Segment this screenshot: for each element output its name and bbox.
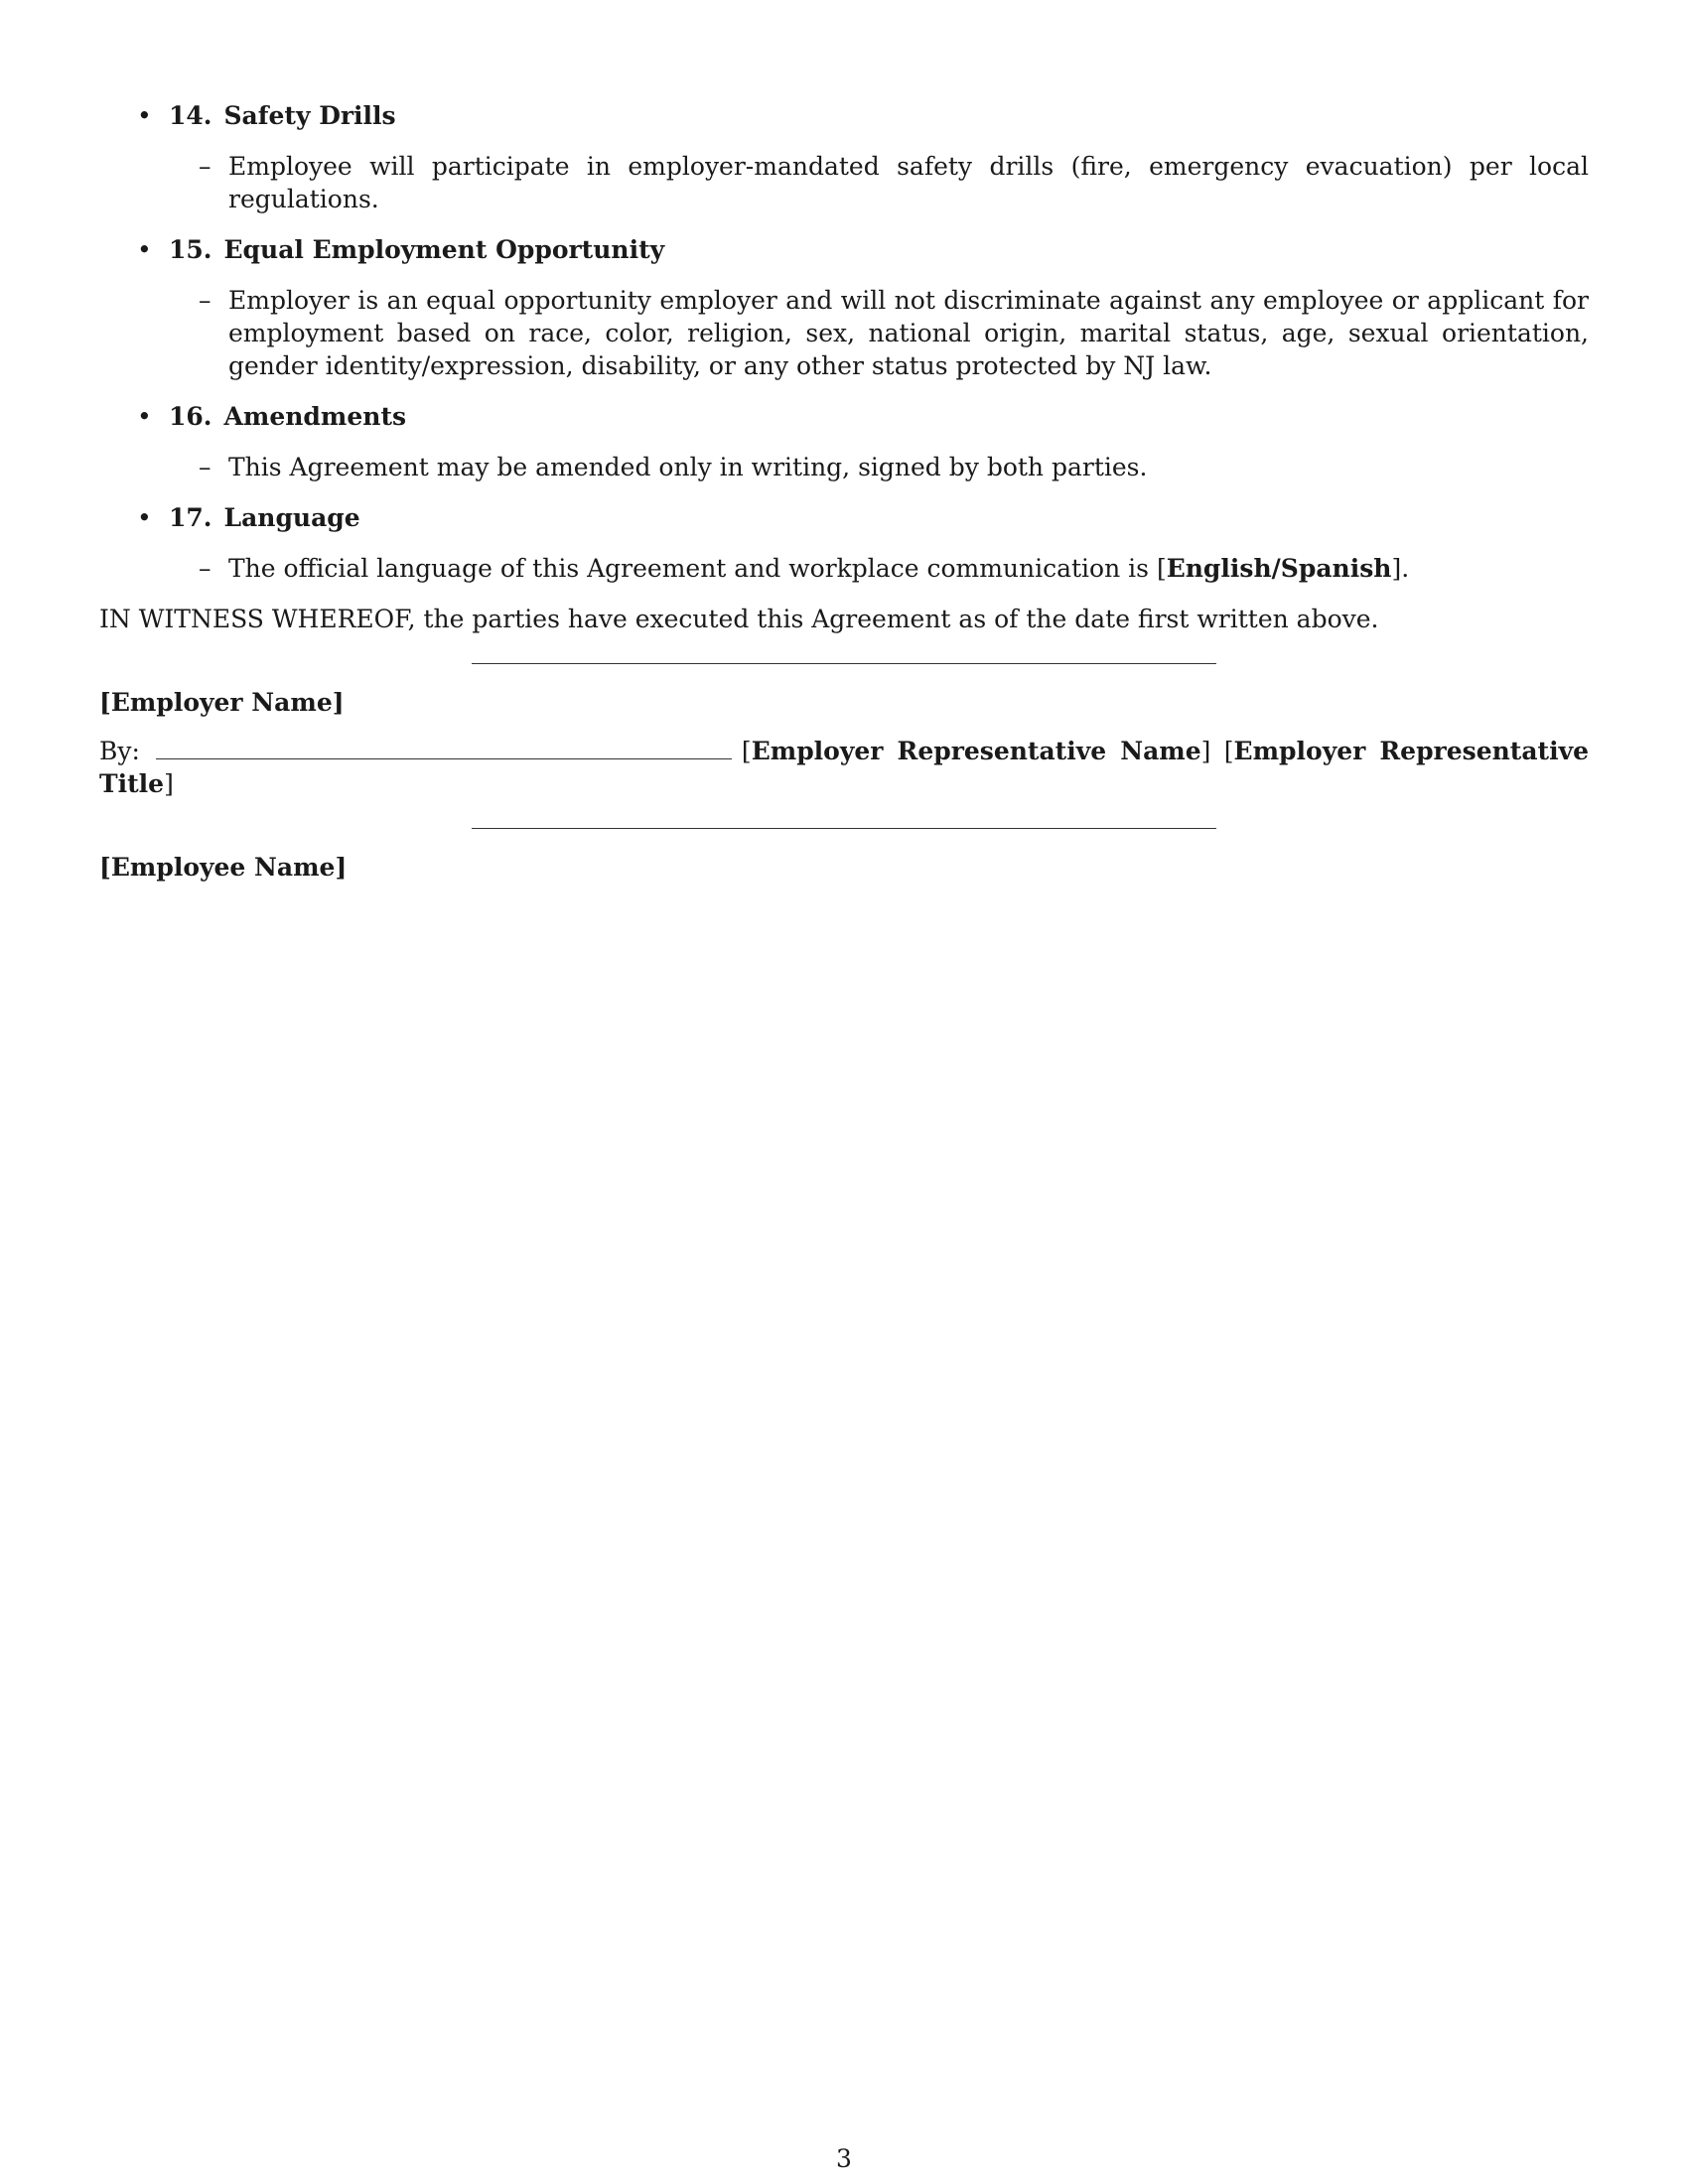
section-number: 15. bbox=[169, 235, 212, 264]
employer-name-text: Employer Name bbox=[110, 688, 333, 717]
witness-clause: IN WITNESS WHEREOF, the parties have executed this Agreement as of the date first written above. bbox=[99, 605, 1379, 633]
page-number: 3 bbox=[836, 2144, 852, 2173]
employer-rep-name: Employer Representative Name bbox=[751, 737, 1201, 765]
section-item bbox=[169, 284, 1589, 382]
section-title bbox=[169, 501, 1589, 534]
section-item-text: Employer is an equal opportunity employer and will not discriminate against any employee or applicant for employment based on race, color, religion, sex, national origin, marital status, age, sexual orientation, gender identity/expression, disability, or any other status protected by NJ law. bbox=[228, 286, 1589, 380]
section-title-text: Safety Drills bbox=[223, 101, 396, 130]
dash: – bbox=[199, 453, 211, 481]
employee-name-text: Employee Name bbox=[110, 853, 336, 882]
section-title-text: Language bbox=[223, 503, 360, 532]
section-item-text: This Agreement may be amended only in writing, signed by both parties. bbox=[228, 453, 1148, 481]
employer-name bbox=[99, 686, 1589, 719]
language-prefix: The official language of this Agreement and workplace communication is bbox=[228, 554, 1157, 583]
employer-signature-line[interactable] bbox=[472, 663, 1216, 664]
bracket-open: [ bbox=[1156, 554, 1167, 583]
bracket-close: ] bbox=[164, 769, 174, 798]
section-17 bbox=[99, 501, 1589, 585]
by-label: By: bbox=[99, 737, 140, 765]
employer-rep-title: Employer Representative Title bbox=[99, 737, 1590, 798]
section-number: 16. bbox=[169, 402, 212, 431]
dash: – bbox=[199, 152, 211, 181]
by-signature-blank[interactable] bbox=[156, 737, 732, 759]
bracket-open: [ bbox=[99, 853, 111, 882]
bullet: • bbox=[137, 101, 152, 130]
employee-name bbox=[99, 851, 1589, 884]
section-item bbox=[169, 552, 1589, 585]
bracket-open: [ bbox=[99, 688, 111, 717]
section-14 bbox=[99, 99, 1589, 215]
section-16 bbox=[99, 400, 1589, 483]
bullet: • bbox=[137, 503, 152, 532]
section-title bbox=[169, 400, 1589, 433]
employee-signature-line[interactable] bbox=[472, 828, 1216, 829]
bullet: • bbox=[137, 402, 152, 431]
section-title-text: Amendments bbox=[223, 402, 407, 431]
section-15 bbox=[99, 233, 1589, 382]
dash: – bbox=[199, 286, 211, 315]
bracket-close: ] bbox=[1200, 737, 1211, 765]
bracket-close: ] bbox=[1391, 554, 1402, 583]
bracket-close: ] bbox=[332, 688, 345, 717]
section-item bbox=[169, 451, 1589, 483]
document-page bbox=[99, 99, 1589, 884]
language-value: English/Spanish bbox=[1166, 554, 1392, 583]
section-item-text: Employee will participate in employer-mandated safety drills (fire, emergency evacuation) per local regulations. bbox=[228, 152, 1589, 213]
bullet: • bbox=[137, 235, 152, 264]
section-number: 14. bbox=[169, 101, 212, 130]
language-suffix: . bbox=[1401, 554, 1410, 583]
section-title-text: Equal Employment Opportunity bbox=[223, 235, 665, 264]
employer-by-line bbox=[99, 735, 1589, 800]
bracket-open: [ bbox=[741, 737, 752, 765]
dash: – bbox=[199, 554, 211, 583]
bracket-close: ] bbox=[335, 853, 348, 882]
bracket-open: [ bbox=[1223, 737, 1234, 765]
section-title bbox=[169, 99, 1589, 132]
section-title bbox=[169, 233, 1589, 266]
section-item bbox=[169, 150, 1589, 215]
section-number: 17. bbox=[169, 503, 212, 532]
